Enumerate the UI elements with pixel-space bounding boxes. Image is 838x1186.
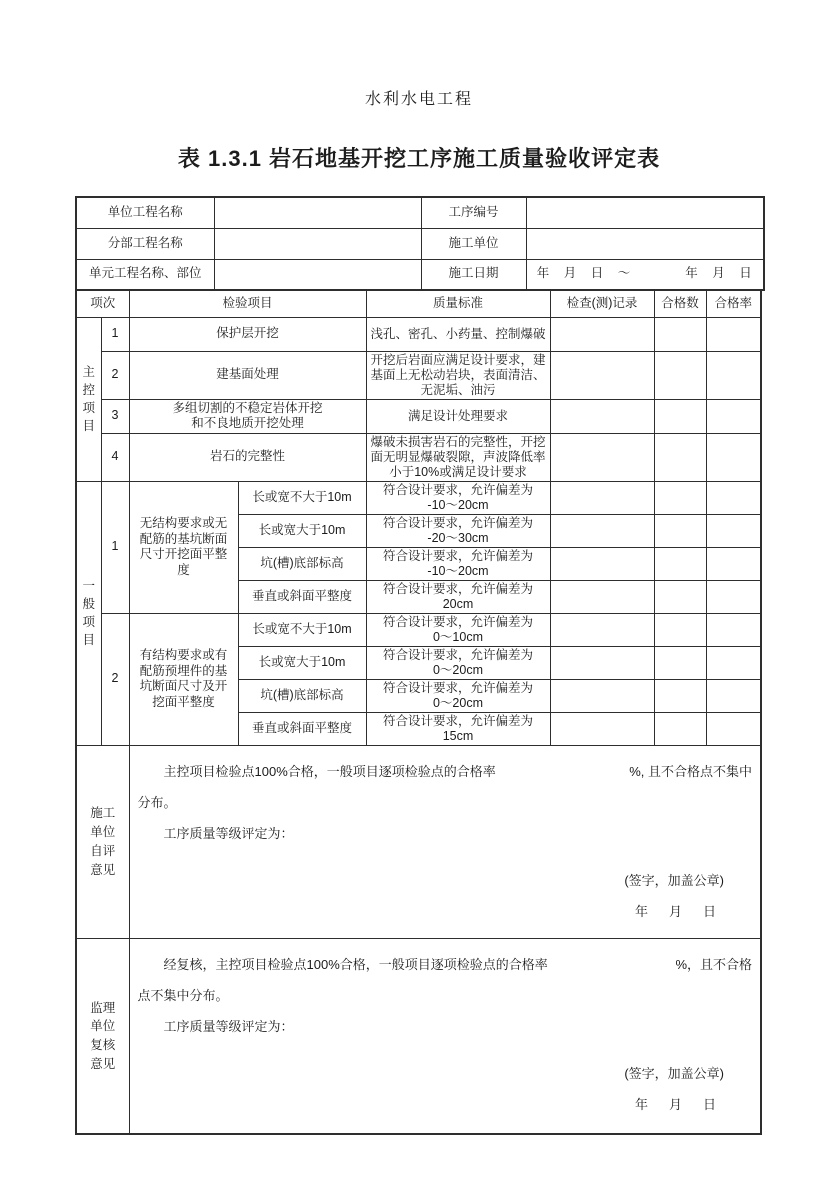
pass-count-cell[interactable] — [654, 646, 706, 679]
inspection-table — [75, 289, 762, 1135]
general-sub-standard: 符合设计要求，允许偏差为 0～10cm — [366, 613, 550, 646]
contractor-review-label: 施工单位自评意见 — [76, 745, 129, 938]
pass-rate-cell[interactable] — [706, 351, 761, 399]
pass-count-cell[interactable] — [654, 433, 706, 481]
unit-project-name-label: 单位工程名称 — [76, 197, 214, 228]
pass-count-cell[interactable] — [654, 514, 706, 547]
deviation-value: 15cm — [442, 728, 474, 743]
general-section-label: 一般项目 — [76, 481, 101, 745]
supervisor-review-label: 监理单位复核意见 — [76, 938, 129, 1134]
record-cell[interactable] — [550, 679, 654, 712]
supervisor-review-line1 — [138, 957, 753, 973]
pass-rate-cell[interactable] — [706, 399, 761, 433]
pass-count-cell[interactable] — [654, 679, 706, 712]
main-item-row — [76, 317, 761, 351]
pass-rate-cell[interactable] — [706, 580, 761, 613]
process-number-value[interactable] — [526, 197, 764, 228]
contractor-signature-note: (签字，加盖公章) — [624, 872, 724, 888]
record-cell[interactable] — [550, 712, 654, 745]
general-group-no: 1 — [101, 481, 129, 613]
pass-count-cell[interactable] — [654, 613, 706, 646]
main-item-row — [76, 433, 761, 481]
process-number-label: 工序编号 — [421, 197, 526, 228]
main-item-no: 3 — [101, 399, 129, 433]
main-item-no: 1 — [101, 317, 129, 351]
record-cell[interactable] — [550, 317, 654, 351]
contractor-grade-line: 工序质量等级评定为： — [163, 826, 294, 842]
pass-rate-cell[interactable] — [706, 547, 761, 580]
record-cell[interactable] — [550, 580, 654, 613]
deviation-value: 0～20cm — [432, 662, 484, 677]
construction-date-label: 施工日期 — [421, 259, 526, 290]
division-project-name-label: 分部工程名称 — [76, 228, 214, 259]
contractor-pass-statement: 主控项目检验点100%合格，一般项目逐项检验点的合格率 — [163, 763, 496, 779]
pass-rate-cell[interactable] — [706, 613, 761, 646]
pass-rate-cell[interactable] — [706, 514, 761, 547]
pass-count-cell[interactable] — [654, 351, 706, 399]
pass-count-cell[interactable] — [654, 317, 706, 351]
construction-unit-label: 施工单位 — [421, 228, 526, 259]
record-cell[interactable] — [550, 613, 654, 646]
supervisor-review-row — [76, 938, 761, 1134]
main-section-label: 主控项目 — [76, 317, 101, 481]
general-sub-standard: 符合设计要求，允许偏差为 20cm — [366, 580, 550, 613]
general-group-name: 无结构要求或无配筋的基坑断面尺寸开挖面平整度 — [129, 481, 238, 613]
main-item-standard: 浅孔、密孔、小药量、控制爆破 — [366, 317, 550, 351]
supervisor-date-line: 年 月 日 — [634, 1096, 720, 1112]
contractor-pass-rate-suffix: %, 且不合格点不集中 — [629, 763, 752, 779]
division-project-name-value[interactable] — [214, 228, 421, 259]
pass-count-cell[interactable] — [654, 547, 706, 580]
main-item-row — [76, 351, 761, 399]
deviation-value: -10～20cm — [427, 497, 489, 512]
supervisor-review-line2: 点不集中分布。 — [137, 988, 229, 1003]
construction-date-value[interactable]: 年 月 日 ～ 年 月 日 — [526, 259, 764, 290]
main-item-no: 4 — [101, 433, 129, 481]
main-item-standard: 满足设计处理要求 — [366, 399, 550, 433]
deviation-value: 0～20cm — [432, 695, 484, 710]
general-sub-standard: 符合设计要求，允许偏差为 15cm — [366, 712, 550, 745]
supervisor-review-content[interactable] — [129, 938, 761, 1134]
general-sub-standard: 符合设计要求，允许偏差为 0～20cm — [366, 646, 550, 679]
general-sub-name: 垂直或斜面平整度 — [238, 580, 366, 613]
general-sub-standard: 符合设计要求，允许偏差为 -10～20cm — [366, 481, 550, 514]
unit-works-name-label: 单元工程名称、部位 — [76, 259, 214, 290]
general-sub-name: 坑(槽)底部标高 — [238, 547, 366, 580]
header-standard: 质量标准 — [366, 290, 550, 317]
unit-works-name-value[interactable] — [214, 259, 421, 290]
main-item-name: 多组切割的不稳定岩体开挖和不良地质开挖处理 — [129, 399, 366, 433]
unit-project-name-value[interactable] — [214, 197, 421, 228]
supervisor-pass-statement: 经复核，主控项目检验点100%合格，一般项目逐项检验点的合格率 — [163, 956, 548, 972]
general-sub-name: 长或宽大于10m — [238, 646, 366, 679]
table-header-row — [76, 290, 761, 317]
contractor-review-line2: 分布。 — [137, 795, 177, 810]
general-sub-name: 长或宽大于10m — [238, 514, 366, 547]
contractor-review-content[interactable] — [129, 745, 761, 938]
supervisor-signature-note: (签字，加盖公章) — [624, 1065, 724, 1081]
contractor-review-row — [76, 745, 761, 938]
doc-category-heading: 水利水电工程 — [364, 91, 473, 108]
pass-rate-cell[interactable] — [706, 646, 761, 679]
info-table — [75, 196, 765, 291]
general-sub-name: 坑(槽)底部标高 — [238, 679, 366, 712]
main-item-name: 建基面处理 — [129, 351, 366, 399]
pass-rate-cell[interactable] — [706, 433, 761, 481]
info-row-division-project — [76, 228, 764, 259]
general-sub-row — [76, 481, 761, 514]
header-pass-rate: 合格率 — [706, 290, 761, 317]
record-cell[interactable] — [550, 433, 654, 481]
deviation-value: -20～30cm — [427, 530, 489, 545]
info-row-unit-project — [76, 197, 764, 228]
record-cell[interactable] — [550, 399, 654, 433]
header-index: 项次 — [76, 290, 129, 317]
record-cell[interactable] — [550, 481, 654, 514]
header-pass-count: 合格数 — [654, 290, 706, 317]
construction-unit-value[interactable] — [526, 228, 764, 259]
pass-rate-cell[interactable] — [706, 481, 761, 514]
supervisor-pass-rate-suffix: %，且不合格 — [675, 956, 752, 972]
pass-count-cell[interactable] — [654, 399, 706, 433]
pass-count-cell[interactable] — [654, 580, 706, 613]
general-sub-standard: 符合设计要求，允许偏差为 -10～20cm — [366, 547, 550, 580]
header-record: 检查(测)记录 — [550, 290, 654, 317]
deviation-value: -10～20cm — [427, 563, 489, 578]
general-sub-name: 长或宽不大于10m — [238, 481, 366, 514]
main-item-standard: 开挖后岩面应满足设计要求，建基面上无松动岩块，表面清洁、无泥垢、油污 — [366, 351, 550, 399]
general-sub-standard: 符合设计要求，允许偏差为 -20～30cm — [366, 514, 550, 547]
info-row-unit-works — [76, 259, 764, 290]
main-item-standard: 爆破未损害岩石的完整性，开挖面无明显爆破裂隙，声波降低率小于10%或满足设计要求 — [366, 433, 550, 481]
deviation-value: 0～10cm — [432, 629, 484, 644]
record-cell[interactable] — [550, 514, 654, 547]
pass-count-cell[interactable] — [654, 712, 706, 745]
contractor-date-line: 年 月 日 — [634, 903, 720, 919]
general-sub-name: 长或宽不大于10m — [238, 613, 366, 646]
main-item-no: 2 — [101, 351, 129, 399]
general-sub-row — [76, 613, 761, 646]
pass-rate-cell[interactable] — [706, 317, 761, 351]
main-item-row — [76, 399, 761, 433]
header-item: 检验项目 — [129, 290, 366, 317]
pass-rate-cell[interactable] — [706, 679, 761, 712]
general-group-name: 有结构要求或有配筋预埋件的基坑断面尺寸及开挖面平整度 — [129, 613, 238, 745]
general-sub-standard: 符合设计要求，允许偏差为 0～20cm — [366, 679, 550, 712]
doc-title: 表 1.3.1 岩石地基开挖工序施工质量验收评定表 — [177, 146, 661, 171]
main-item-name: 岩石的完整性 — [129, 433, 366, 481]
record-cell[interactable] — [550, 547, 654, 580]
deviation-value: 20cm — [442, 596, 474, 611]
record-cell[interactable] — [550, 646, 654, 679]
record-cell[interactable] — [550, 351, 654, 399]
contractor-review-line1 — [138, 764, 753, 780]
general-sub-name: 垂直或斜面平整度 — [238, 712, 366, 745]
pass-count-cell[interactable] — [654, 481, 706, 514]
pass-rate-cell[interactable] — [706, 712, 761, 745]
general-group-no: 2 — [101, 613, 129, 745]
supervisor-grade-line: 工序质量等级评定为： — [163, 1019, 294, 1035]
main-item-name: 保护层开挖 — [129, 317, 366, 351]
